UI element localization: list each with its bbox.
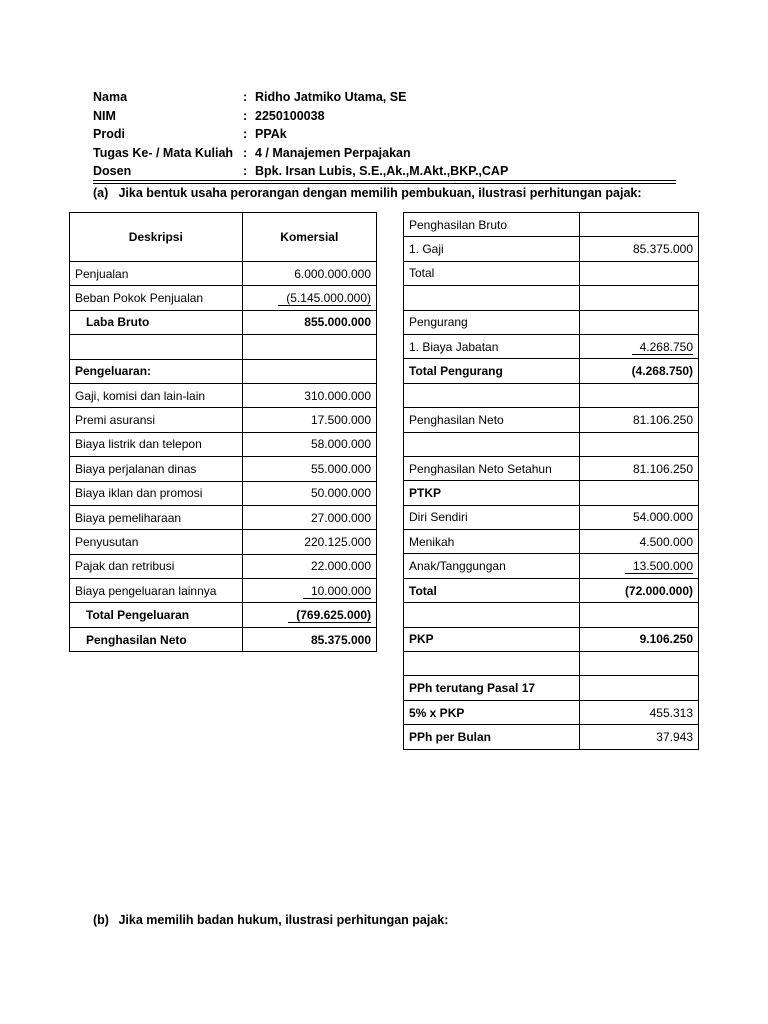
row-value: 310.000.000 (242, 383, 376, 407)
table-row (404, 310, 699, 334)
row-label: Total (404, 261, 580, 285)
section-tag: (b) (93, 913, 109, 927)
row-label: Penghasilan Neto (70, 627, 243, 651)
row-value (579, 676, 698, 700)
row-value: 85.375.000 (579, 237, 698, 261)
table-row (70, 383, 377, 407)
table-row-total (404, 627, 699, 651)
info-colon: : (243, 90, 248, 104)
info-value: 4 / Manajemen Perpajakan (255, 145, 411, 160)
row-value (579, 481, 698, 505)
row-value: 27.000.000 (242, 505, 376, 529)
table-row (404, 261, 699, 285)
table-row (404, 408, 699, 432)
row-label: Pajak dan retribusi (70, 554, 243, 578)
row-label: Penjualan (70, 262, 243, 286)
commercial-income-table (69, 212, 377, 652)
info-row-tugas (93, 144, 676, 163)
info-label: Nama (93, 90, 128, 104)
table-row-empty (404, 603, 699, 627)
row-value: 50.000.000 (242, 481, 376, 505)
table-row (70, 262, 377, 286)
row-label: Menikah (404, 530, 580, 554)
table-row (404, 530, 699, 554)
row-label: Biaya perjalanan dinas (70, 457, 243, 481)
table-row (70, 457, 377, 481)
table-row (404, 554, 699, 578)
info-row-nama (93, 88, 676, 107)
student-info (93, 88, 676, 181)
row-value (579, 432, 698, 456)
row-label: Beban Pokok Penjualan (70, 286, 243, 310)
row-value-cell (242, 286, 376, 310)
row-value-cell (242, 603, 376, 627)
row-value (579, 310, 698, 334)
table-row-empty (404, 432, 699, 456)
table-row (404, 481, 699, 505)
row-label: 5% x PKP (404, 700, 580, 724)
row-value (579, 213, 698, 237)
row-label: PPh terutang Pasal 17 (404, 676, 580, 700)
row-value (242, 359, 376, 383)
row-value: (769.625.000) (288, 608, 371, 623)
table-row-empty (404, 652, 699, 676)
table-row-total (404, 578, 699, 602)
info-value: Ridho Jatmiko Utama, SE (255, 90, 407, 104)
row-value: 6.000.000.000 (242, 262, 376, 286)
row-label: 1. Gaji (404, 237, 580, 261)
tax-calculation-table (403, 212, 699, 750)
row-value: 85.375.000 (242, 627, 376, 651)
info-colon: : (243, 127, 248, 142)
row-label: Penyusutan (70, 530, 243, 554)
info-value: PPAk (255, 127, 287, 142)
row-label (404, 652, 580, 676)
row-value: 855.000.000 (242, 310, 376, 334)
row-value (579, 286, 698, 310)
table-row (404, 237, 699, 261)
row-value: (72.000.000) (579, 578, 698, 602)
section-tag: (a) (93, 186, 109, 200)
section-b-heading (93, 913, 448, 927)
row-label: 1. Biaya Jabatan (404, 334, 580, 358)
table-header-row (70, 213, 377, 262)
row-label: Pengurang (404, 310, 580, 334)
info-value: 2250100038 (255, 108, 325, 123)
table-row (70, 432, 377, 456)
table-row-total (70, 627, 377, 651)
section-a-heading (93, 186, 642, 200)
row-label: Total (404, 578, 580, 602)
row-label (404, 383, 580, 407)
row-label: Biaya pemeliharaan (70, 505, 243, 529)
info-row-nim (93, 107, 676, 126)
row-label: Penghasilan Bruto (404, 213, 580, 237)
info-row-prodi (93, 125, 676, 144)
section-text: Jika bentuk usaha perorangan dengan memilih pembukuan, ilustrasi perhitungan pajak: (118, 186, 642, 200)
row-value: 55.000.000 (242, 457, 376, 481)
row-value: 58.000.000 (242, 432, 376, 456)
double-divider (93, 180, 676, 184)
info-label: NIM (93, 108, 116, 123)
table-row (70, 359, 377, 383)
row-value-cell (579, 334, 698, 358)
table-row (70, 505, 377, 529)
section-text: Jika memilih badan hukum, ilustrasi perhitungan pajak: (118, 913, 449, 927)
table-row-empty (70, 335, 377, 359)
row-label: Penghasilan Neto (404, 408, 580, 432)
row-label: Pengeluaran: (70, 359, 243, 383)
row-value (579, 603, 698, 627)
row-label: Total Pengurang (404, 359, 580, 383)
row-label: Anak/Tanggungan (404, 554, 580, 578)
info-colon: : (243, 164, 248, 179)
row-label: PPh per Bulan (404, 725, 580, 749)
row-value: 9.106.250 (579, 627, 698, 651)
row-value: 220.125.000 (242, 530, 376, 554)
row-value: 22.000.000 (242, 554, 376, 578)
row-label: Biaya iklan dan promosi (70, 481, 243, 505)
row-label: Laba Bruto (70, 310, 243, 334)
table-row (404, 334, 699, 358)
table-row-empty (404, 383, 699, 407)
row-label: Biaya pengeluaran lainnya (70, 579, 243, 603)
table-row-empty (404, 286, 699, 310)
row-value: 455.313 (579, 700, 698, 724)
row-value: 4.268.750 (632, 340, 693, 355)
table-row (404, 725, 699, 749)
table-row (70, 408, 377, 432)
table-row (70, 286, 377, 310)
row-value (579, 261, 698, 285)
table-row (70, 554, 377, 578)
row-value-cell (242, 579, 376, 603)
table-row (70, 481, 377, 505)
row-value: 81.106.250 (579, 456, 698, 480)
row-value (579, 383, 698, 407)
row-value: (4.268.750) (579, 359, 698, 383)
table-row (404, 456, 699, 480)
info-value: Bpk. Irsan Lubis, S.E.,Ak.,M.Akt.,BKP.,CAP (255, 164, 509, 179)
row-value: 13.500.000 (625, 559, 693, 574)
table-row (70, 310, 377, 334)
row-label: PKP (404, 627, 580, 651)
row-value: (5.145.000.000) (278, 291, 371, 306)
row-value: 4.500.000 (579, 530, 698, 554)
row-value (242, 335, 376, 359)
table-row (70, 579, 377, 603)
table-row-total (404, 359, 699, 383)
row-value (579, 652, 698, 676)
info-label: Prodi (93, 127, 125, 142)
row-label: Diri Sendiri (404, 505, 580, 529)
info-label: Dosen (93, 164, 132, 179)
row-label (70, 335, 243, 359)
info-colon: : (243, 108, 248, 123)
row-value: 54.000.000 (579, 505, 698, 529)
table-row (404, 676, 699, 700)
row-label: PTKP (404, 481, 580, 505)
row-label: Gaji, komisi dan lain-lain (70, 383, 243, 407)
row-label (404, 603, 580, 627)
row-label: Premi asuransi (70, 408, 243, 432)
row-label: Penghasilan Neto Setahun (404, 456, 580, 480)
table-row (404, 700, 699, 724)
row-value: 81.106.250 (579, 408, 698, 432)
table-row (404, 505, 699, 529)
row-label (404, 286, 580, 310)
row-value: 17.500.000 (242, 408, 376, 432)
info-colon: : (243, 145, 248, 160)
header-deskripsi: Deskripsi (70, 213, 243, 262)
row-label: Biaya listrik dan telepon (70, 432, 243, 456)
table-row (404, 213, 699, 237)
table-row-total (70, 603, 377, 627)
table-row (70, 530, 377, 554)
info-row-dosen (93, 162, 676, 181)
row-value-cell (579, 554, 698, 578)
row-label: Total Pengeluaran (70, 603, 243, 627)
row-label (404, 432, 580, 456)
info-label: Tugas Ke- / Mata Kuliah (93, 145, 234, 160)
row-value: 10.000.000 (303, 584, 371, 599)
row-value: 37.943 (579, 725, 698, 749)
header-komersial: Komersial (242, 213, 376, 262)
